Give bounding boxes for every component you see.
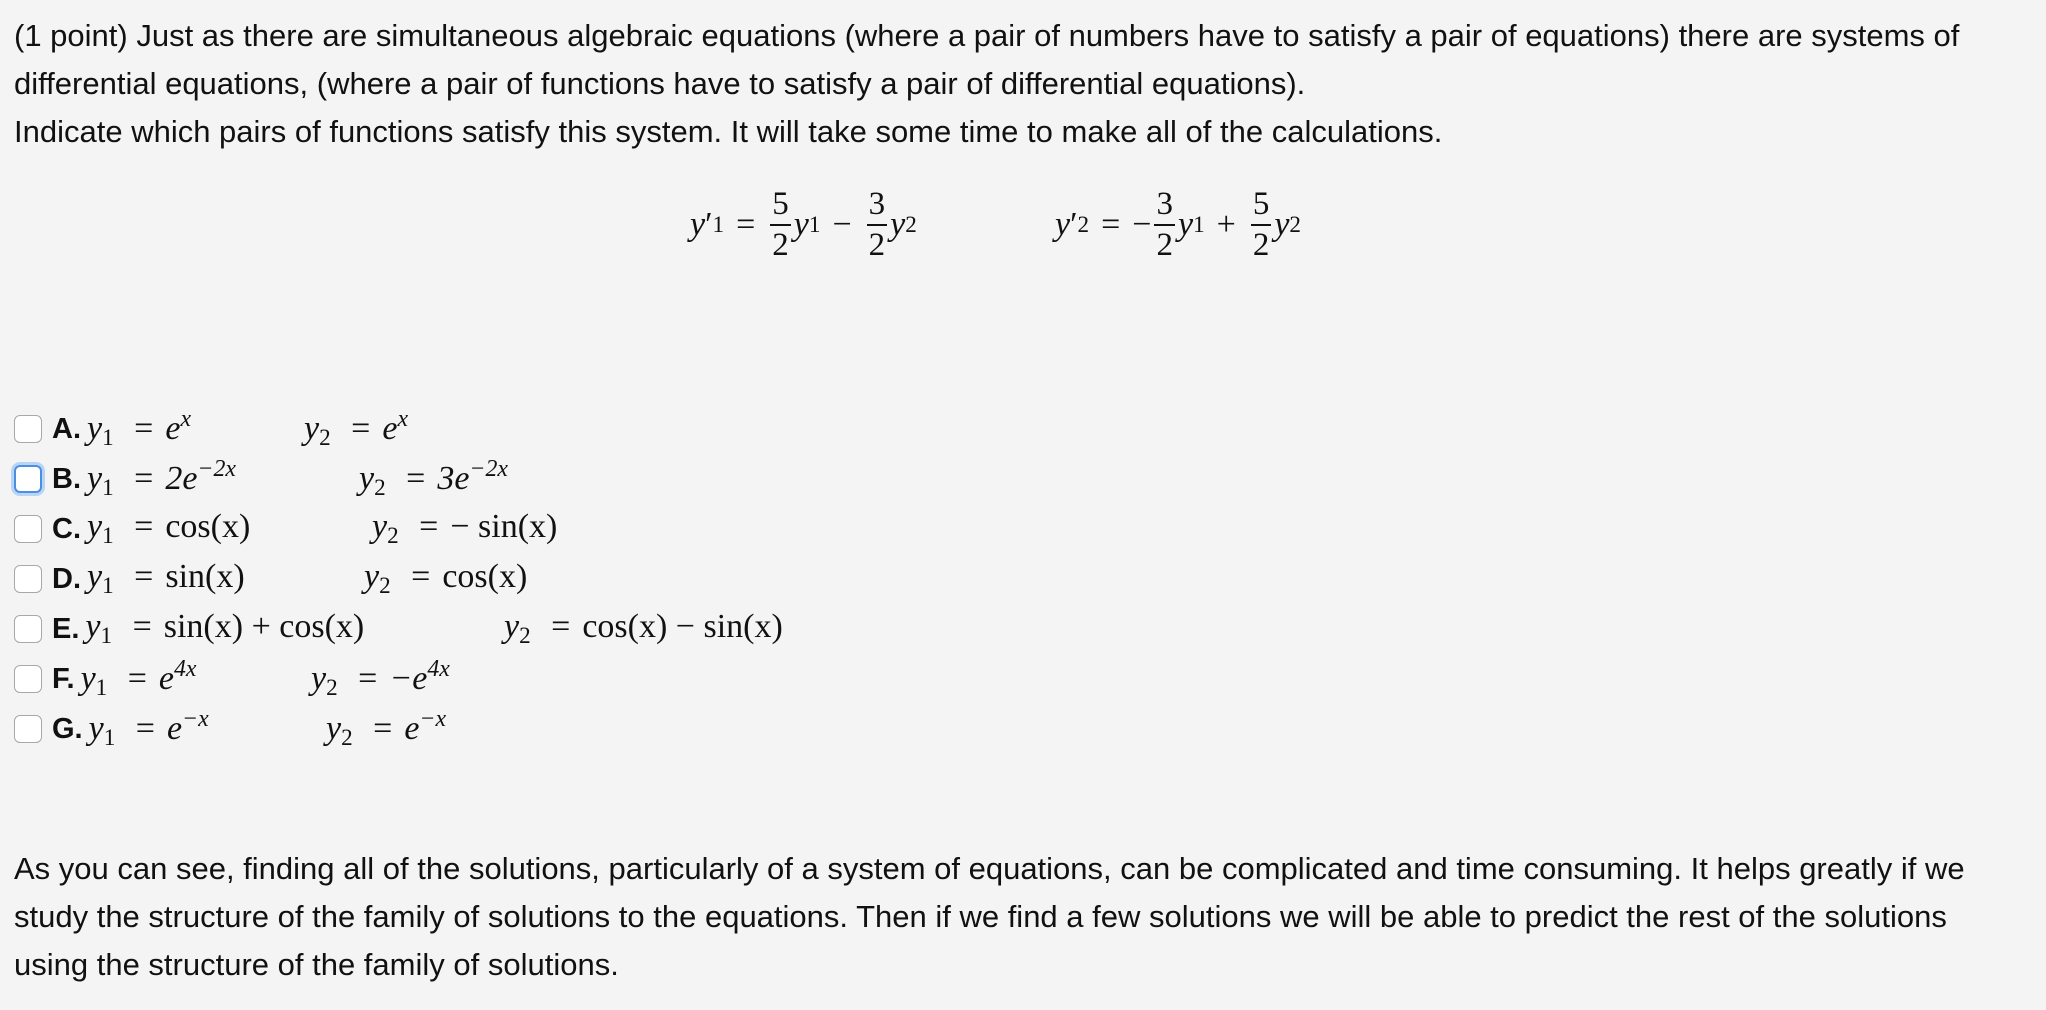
checkbox-b[interactable] bbox=[14, 465, 42, 493]
eq1-lhs-sub: 1 bbox=[712, 211, 725, 238]
eq2-coef-2 bbox=[1251, 188, 1272, 262]
choice-b-y2 bbox=[359, 456, 508, 502]
choice-d-y1-sub: 1 bbox=[102, 572, 114, 599]
checkbox-e[interactable] bbox=[14, 615, 42, 643]
choice-f-y1-base: e bbox=[158, 660, 174, 698]
choice-f-y1-sub: 1 bbox=[95, 674, 108, 701]
choice-g-y2-base: e bbox=[404, 710, 420, 748]
eq2-coef-2-den: 2 bbox=[1252, 227, 1270, 263]
choice-a-y1-sub: 1 bbox=[102, 424, 114, 451]
equation-1 bbox=[690, 180, 917, 270]
choice-b-y2-label: y bbox=[359, 460, 375, 498]
eq2-coef-2-num: 5 bbox=[1251, 188, 1272, 226]
choice-g-y2-exp: −x bbox=[419, 706, 447, 733]
eq2-var-2-sub: 2 bbox=[1289, 211, 1301, 238]
eq2-lhs-sub: 2 bbox=[1077, 211, 1090, 238]
choice-f-y2-label: y bbox=[311, 660, 327, 698]
choice-a-y2-label: y bbox=[304, 410, 320, 448]
checkbox-a[interactable] bbox=[14, 415, 42, 443]
choice-g-y2-sub: 2 bbox=[341, 724, 353, 751]
choice-b-y1-base: 2e bbox=[165, 460, 198, 498]
choice-b-y1-exp: −2x bbox=[197, 456, 236, 483]
eq1-var-2: y bbox=[890, 206, 906, 243]
choice-g-y1-label: y bbox=[88, 710, 104, 748]
problem-outro bbox=[14, 845, 2024, 989]
choice-d-y2 bbox=[364, 558, 527, 600]
choice-f-y2-base: −e bbox=[389, 660, 428, 698]
choice-b[interactable] bbox=[14, 454, 1114, 504]
choice-e-y1-expr: sin(x) + cos(x) bbox=[163, 608, 365, 646]
choice-b-y2-eq: = bbox=[406, 460, 426, 498]
choice-b-y1-label: y bbox=[87, 460, 103, 498]
choice-c-y1-eq: = bbox=[134, 508, 154, 546]
choice-c-y1-expr: cos(x) bbox=[165, 508, 251, 546]
intro-paragraph: (1 point) Just as there are simultaneous algebraic equations (where a pair of numbers have to satisfy a pair of equations) there are systems of differential equations, (where a pair of functions have to satisfy a pair of differential equations). bbox=[14, 18, 1960, 101]
outro-paragraph: As you can see, finding all of the solutions, particularly of a system of equations, can be complicated and time consuming. It helps greatly if we study the structure of the family of solutions to the equations. Then if we find a few solutions we will be able to predict the rest of the solutions using the structure of the family of solutions. bbox=[14, 851, 1965, 982]
eq2-lhs-var: y bbox=[1055, 206, 1071, 243]
choice-g-y2-label: y bbox=[326, 710, 342, 748]
choice-e-y2-expr: cos(x) − sin(x) bbox=[582, 608, 783, 646]
eq1-coef-1-num: 5 bbox=[770, 188, 791, 226]
choice-f-y2 bbox=[311, 656, 450, 702]
eq2-var-1: y bbox=[1177, 206, 1194, 243]
choice-b-y2-base: 3e bbox=[437, 460, 470, 498]
choice-d-y2-expr: cos(x) bbox=[442, 558, 528, 596]
choice-g-y1-eq: = bbox=[135, 710, 155, 748]
choice-g-y2 bbox=[326, 706, 446, 752]
choice-b-y1 bbox=[87, 456, 236, 502]
eq2-prime: ′ bbox=[1070, 206, 1078, 243]
choice-e-y2-label: y bbox=[504, 608, 520, 646]
differential-system bbox=[0, 180, 2046, 270]
choice-a-y2-exp: x bbox=[397, 406, 408, 433]
eq2-coef-1-den: 2 bbox=[1156, 227, 1173, 263]
checkbox-f[interactable] bbox=[14, 665, 42, 693]
choice-e-letter: E. bbox=[52, 612, 80, 645]
choice-f-y2-eq: = bbox=[358, 660, 378, 698]
checkbox-c[interactable] bbox=[14, 515, 42, 543]
choice-e[interactable] bbox=[14, 604, 1114, 654]
choice-e-y2-eq: = bbox=[551, 608, 571, 646]
choice-d-y1-label: y bbox=[87, 558, 103, 596]
choice-a[interactable] bbox=[14, 404, 1114, 454]
choice-a-y1-label: y bbox=[87, 410, 103, 448]
choice-c-y2 bbox=[372, 508, 557, 550]
choice-a-letter: A. bbox=[52, 412, 81, 445]
choice-d-y1 bbox=[87, 558, 245, 600]
choice-e-y1-sub: 1 bbox=[100, 622, 113, 649]
choice-c-y2-label: y bbox=[372, 508, 388, 546]
choice-b-y1-eq: = bbox=[134, 460, 154, 498]
choice-c-y2-eq: = bbox=[419, 508, 439, 546]
equation-2 bbox=[1055, 180, 1301, 270]
eq1-coef-1-den: 2 bbox=[772, 227, 789, 263]
eq1-coef-2 bbox=[867, 188, 888, 262]
choice-a-y1 bbox=[87, 406, 191, 452]
choice-f-y1-label: y bbox=[80, 660, 96, 698]
choice-g-y1-exp: −x bbox=[182, 706, 209, 733]
choice-e-y2-sub: 2 bbox=[519, 622, 531, 649]
choice-f-y1-eq: = bbox=[127, 660, 147, 698]
choice-a-y2 bbox=[304, 406, 408, 452]
choice-f-y1 bbox=[81, 656, 197, 702]
eq2-coef-1-num: 3 bbox=[1154, 188, 1175, 226]
choice-c-y1 bbox=[87, 508, 250, 550]
choice-g-y1 bbox=[89, 706, 209, 752]
choice-f[interactable] bbox=[14, 654, 1114, 704]
choice-e-y1 bbox=[85, 608, 364, 650]
choice-a-y2-eq: = bbox=[351, 410, 371, 448]
eq2-negative: − bbox=[1132, 206, 1152, 243]
choice-b-y2-exp: −2x bbox=[469, 456, 508, 483]
choice-c-letter: C. bbox=[52, 512, 81, 545]
eq1-var-1: y bbox=[793, 206, 809, 243]
eq1-lhs-var: y bbox=[690, 206, 706, 243]
choice-c[interactable] bbox=[14, 504, 1114, 554]
eq2-equals: = bbox=[1101, 206, 1121, 243]
choice-a-y1-base: e bbox=[165, 410, 181, 448]
checkbox-g[interactable] bbox=[14, 715, 42, 743]
choice-c-y1-sub: 1 bbox=[102, 522, 114, 549]
choice-d-y2-label: y bbox=[364, 558, 380, 596]
eq1-coef-2-den: 2 bbox=[868, 227, 886, 263]
eq2-var-2: y bbox=[1274, 206, 1290, 243]
choice-a-y1-eq: = bbox=[134, 410, 154, 448]
choice-f-letter: F. bbox=[52, 662, 75, 695]
eq2-operator: + bbox=[1216, 206, 1236, 243]
choice-g[interactable] bbox=[14, 704, 1114, 754]
eq1-equals: = bbox=[736, 206, 756, 243]
choice-d-y1-expr: sin(x) bbox=[165, 558, 245, 596]
eq2-var-1-sub: 1 bbox=[1193, 211, 1205, 238]
eq1-coef-2-num: 3 bbox=[867, 188, 888, 226]
answer-choices bbox=[14, 404, 1114, 754]
choice-g-y1-base: e bbox=[166, 710, 183, 748]
choice-d[interactable] bbox=[14, 554, 1114, 604]
eq1-prime: ′ bbox=[705, 206, 713, 243]
eq1-var-2-sub: 2 bbox=[905, 211, 917, 238]
choice-f-y2-sub: 2 bbox=[326, 674, 338, 701]
checkbox-d[interactable] bbox=[14, 565, 42, 593]
choice-e-y2 bbox=[504, 608, 783, 650]
choice-d-y1-eq: = bbox=[134, 558, 154, 596]
eq1-operator: − bbox=[832, 206, 852, 243]
choice-c-y1-label: y bbox=[87, 508, 103, 546]
choice-b-letter: B. bbox=[52, 462, 81, 495]
problem-intro bbox=[14, 12, 2024, 156]
choice-f-y2-exp: 4x bbox=[427, 656, 450, 683]
choice-d-y2-eq: = bbox=[411, 558, 431, 596]
choice-b-y2-sub: 2 bbox=[374, 474, 386, 501]
choice-e-y1-label: y bbox=[85, 608, 101, 646]
choice-g-y2-eq: = bbox=[373, 710, 393, 748]
choice-a-y2-sub: 2 bbox=[319, 424, 331, 451]
eq1-coef-1 bbox=[770, 188, 791, 262]
choice-g-y1-sub: 1 bbox=[103, 724, 116, 751]
eq1-var-1-sub: 1 bbox=[808, 211, 821, 238]
choice-e-y1-eq: = bbox=[132, 608, 152, 646]
intro-instruction: Indicate which pairs of functions satisfy this system. It will take some time to make all of the calculations. bbox=[14, 114, 1443, 149]
choice-f-y1-exp: 4x bbox=[174, 656, 197, 683]
choice-c-y2-expr: − sin(x) bbox=[450, 508, 558, 546]
choice-a-y2-base: e bbox=[382, 410, 398, 448]
choice-d-letter: D. bbox=[52, 562, 81, 595]
choice-d-y2-sub: 2 bbox=[379, 572, 391, 599]
choice-b-y1-sub: 1 bbox=[102, 474, 114, 501]
choice-a-y1-exp: x bbox=[180, 406, 191, 433]
choice-c-y2-sub: 2 bbox=[387, 522, 399, 549]
eq2-coef-1 bbox=[1154, 188, 1175, 262]
choice-g-letter: G. bbox=[52, 712, 83, 745]
